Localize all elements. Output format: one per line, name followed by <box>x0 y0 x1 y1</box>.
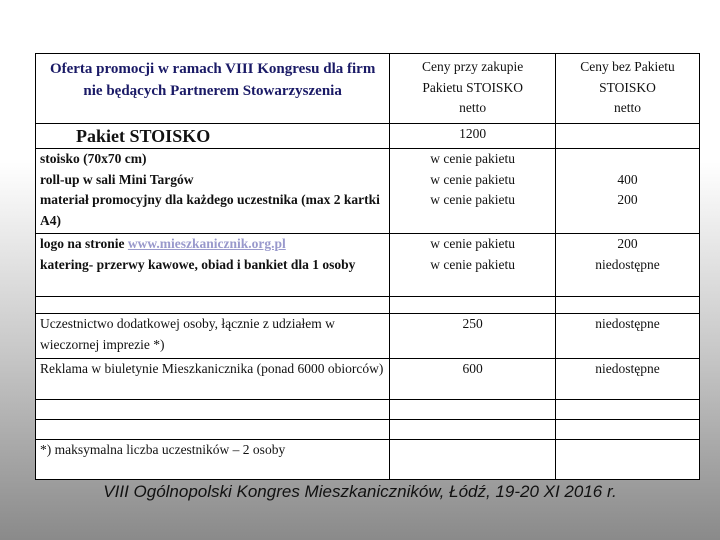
empty-row <box>36 297 700 314</box>
empty-row <box>36 400 700 420</box>
price-cell: 200 <box>617 236 638 251</box>
item-promo-material: materiał promocyjny dla każdego uczestnika (max 2 kartki A4) <box>40 192 380 228</box>
footnote: *) maksymalna liczba uczestników – 2 osoby <box>36 440 390 480</box>
logo-label: logo na stronie <box>40 236 128 251</box>
empty-cell <box>556 124 700 149</box>
price-cell: 400 <box>617 171 638 187</box>
package-label: Pakiet STOISKO <box>36 124 390 149</box>
ad-row <box>36 359 700 400</box>
ad-alt: niedostępne <box>556 359 700 400</box>
extra-person-price: 250 <box>390 314 556 359</box>
price-cell: 200 <box>617 192 638 207</box>
website-link[interactable]: www.mieszkanicznik.org.pl <box>127 236 286 251</box>
item-rollup: roll-up w sali Mini Targów <box>40 171 194 187</box>
offer-table <box>35 53 700 480</box>
package-row <box>36 124 700 149</box>
price-with-package-header <box>390 54 556 124</box>
package-items-row <box>36 149 700 234</box>
header-line: Ceny przy zakupie <box>422 59 524 74</box>
price-cell: w cenie pakietu <box>430 256 515 272</box>
price-cell: w cenie pakietu <box>430 236 515 251</box>
ad-label: Reklama w biuletynie Mieszkanicznika (ponad 6000 obiorców) <box>36 359 390 400</box>
price-cell: niedostępne <box>595 256 660 272</box>
header-line: netto <box>459 100 487 115</box>
header-line: STOISKO <box>599 79 656 95</box>
footnote-row <box>36 440 700 480</box>
empty-row <box>36 420 700 440</box>
offer-title: Oferta promocji w ramach VIII Kongresu dla firm nie będących Partnerem Stowarzyszenia <box>36 54 390 124</box>
header-line: Pakietu STOISKO <box>422 79 523 95</box>
item-catering: katering- przerwy kawowe, obiad i bankiet dla 1 osoby <box>40 256 356 272</box>
package-price: 1200 <box>390 124 556 149</box>
header-row <box>36 54 700 124</box>
price-without-package-header <box>556 54 700 124</box>
extra-person-label: Uczestnictwo dodatkowej osoby, łącznie z udziałem w wieczornej imprezie *) <box>36 314 390 359</box>
footer-caption: VIII Ogólnopolski Kongres Mieszkaniczników, Łódź, 19-20 XI 2016 r. <box>103 482 617 501</box>
price-cell: w cenie pakietu <box>430 171 515 187</box>
ad-price: 600 <box>390 359 556 400</box>
price-cell: w cenie pakietu <box>430 151 515 166</box>
item-stand: stoisko (70x70 cm) <box>40 151 147 166</box>
item-logo <box>40 234 385 255</box>
logo-catering-row <box>36 234 700 297</box>
extra-person-alt: niedostępne <box>556 314 700 359</box>
header-line: Ceny bez Pakietu <box>580 59 675 74</box>
price-cell: w cenie pakietu <box>430 192 515 207</box>
header-line: netto <box>614 100 641 115</box>
extra-person-row <box>36 314 700 359</box>
